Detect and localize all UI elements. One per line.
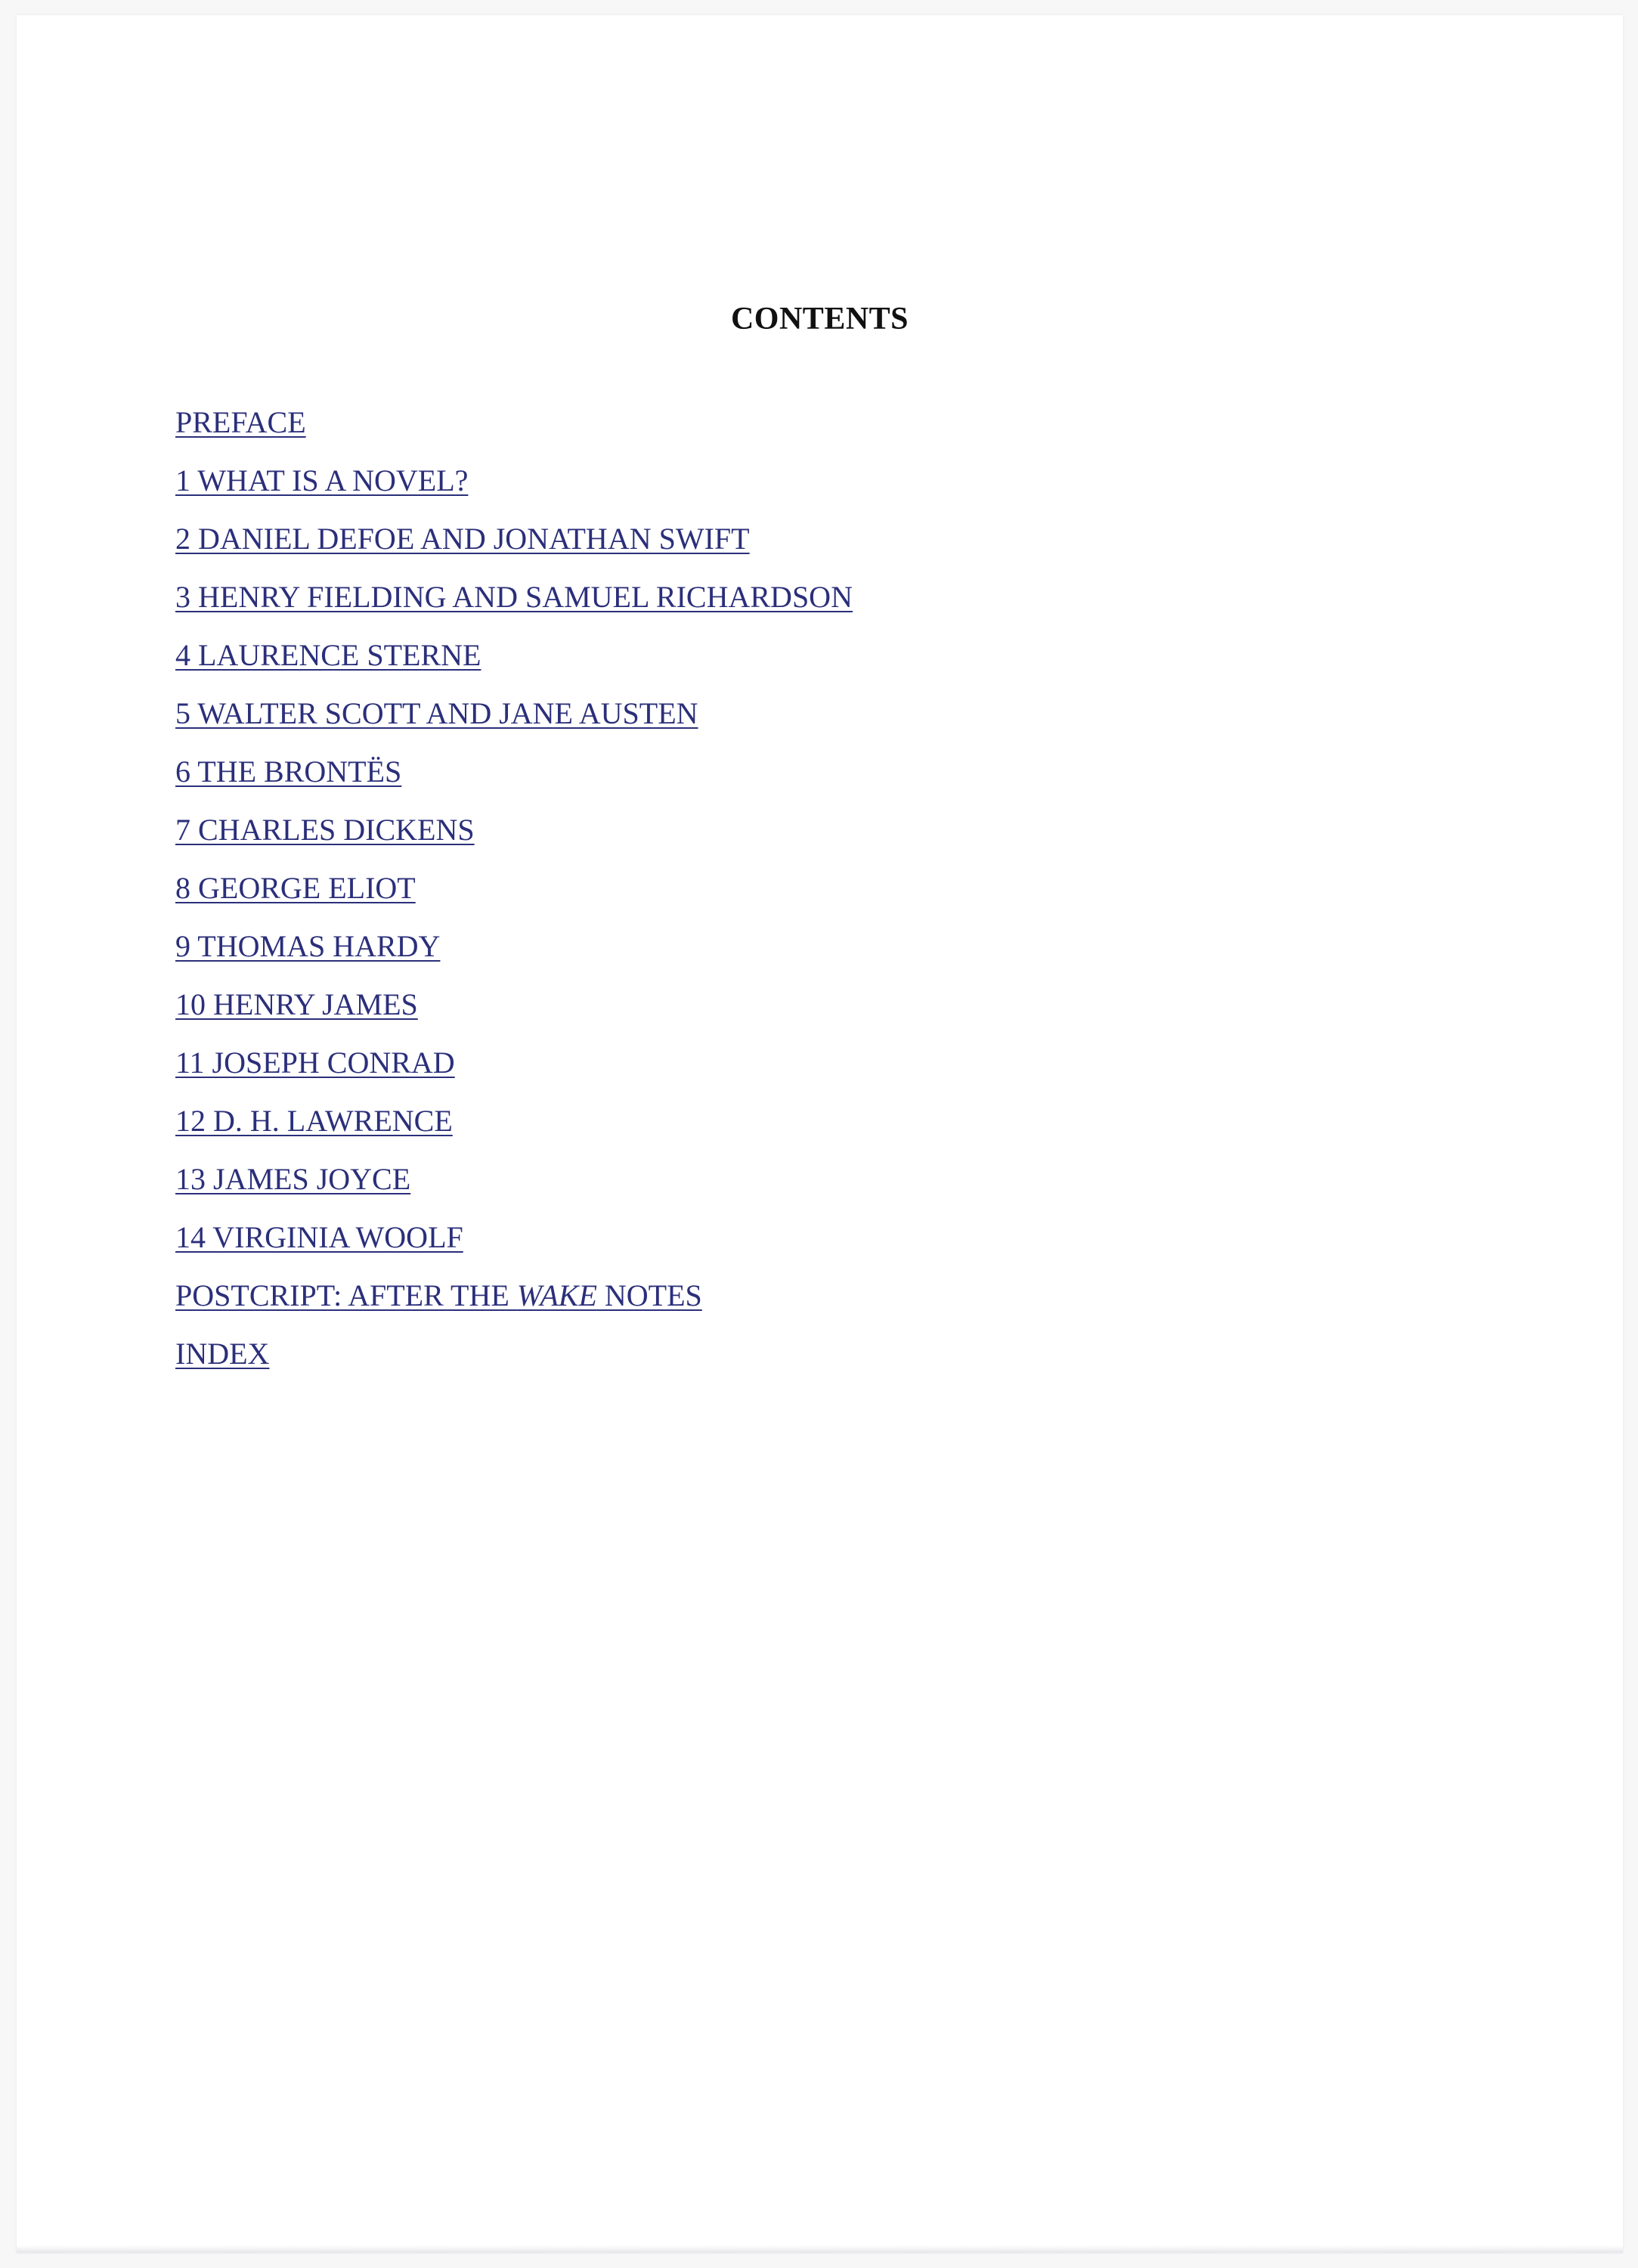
toc-item-chapter-9: [175, 917, 853, 975]
toc-item-chapter-6: [175, 742, 853, 801]
postscript-label-italic: WAKE: [516, 1278, 597, 1312]
toc-item-chapter-4: [175, 626, 853, 684]
toc-link-preface[interactable]: PREFACE: [175, 405, 306, 439]
toc-link-chapter-14[interactable]: 14 VIRGINIA WOOLF: [175, 1220, 463, 1254]
toc-item-preface: [175, 393, 853, 451]
toc-link-chapter-8[interactable]: 8 GEORGE ELIOT: [175, 871, 416, 905]
toc-item-chapter-8: [175, 859, 853, 917]
table-of-contents: [175, 393, 853, 1383]
toc-link-chapter-11[interactable]: 11 JOSEPH CONRAD: [175, 1046, 455, 1080]
toc-item-chapter-10: [175, 975, 853, 1033]
toc-link-index[interactable]: INDEX: [175, 1337, 270, 1371]
toc-item-chapter-11: [175, 1033, 853, 1092]
toc-item-chapter-7: [175, 801, 853, 859]
toc-item-chapter-13: [175, 1150, 853, 1208]
toc-item-chapter-3: [175, 568, 853, 626]
toc-link-chapter-13[interactable]: 13 JAMES JOYCE: [175, 1162, 411, 1196]
page-bottom-edge: [17, 2245, 1623, 2253]
toc-link-chapter-12[interactable]: 12 D. H. LAWRENCE: [175, 1104, 453, 1138]
document-page: [17, 15, 1623, 2253]
toc-item-chapter-14: [175, 1208, 853, 1266]
toc-link-chapter-3[interactable]: 3 HENRY FIELDING AND SAMUEL RICHARDSON: [175, 580, 853, 614]
toc-link-chapter-6[interactable]: 6 THE BRONTËS: [175, 754, 402, 789]
toc-link-postscript[interactable]: [175, 1278, 702, 1312]
toc-item-chapter-5: [175, 684, 853, 742]
postscript-label-end: NOTES: [596, 1278, 702, 1312]
postscript-label-start: POSTCRIPT: AFTER THE: [175, 1278, 517, 1312]
toc-link-chapter-7[interactable]: 7 CHARLES DICKENS: [175, 813, 475, 847]
toc-item-index: [175, 1325, 853, 1383]
toc-item-postscript: [175, 1266, 853, 1325]
toc-link-chapter-10[interactable]: 10 HENRY JAMES: [175, 987, 418, 1021]
toc-item-chapter-12: [175, 1092, 853, 1150]
toc-item-chapter-2: [175, 510, 853, 568]
toc-link-chapter-2[interactable]: 2 DANIEL DEFOE AND JONATHAN SWIFT: [175, 522, 750, 556]
toc-link-chapter-5[interactable]: 5 WALTER SCOTT AND JANE AUSTEN: [175, 696, 698, 730]
toc-link-chapter-1[interactable]: 1 WHAT IS A NOVEL?: [175, 463, 469, 497]
toc-item-chapter-1: [175, 451, 853, 510]
contents-heading: CONTENTS: [730, 302, 909, 336]
toc-link-chapter-4[interactable]: 4 LAURENCE STERNE: [175, 638, 481, 672]
toc-link-chapter-9[interactable]: 9 THOMAS HARDY: [175, 929, 441, 963]
